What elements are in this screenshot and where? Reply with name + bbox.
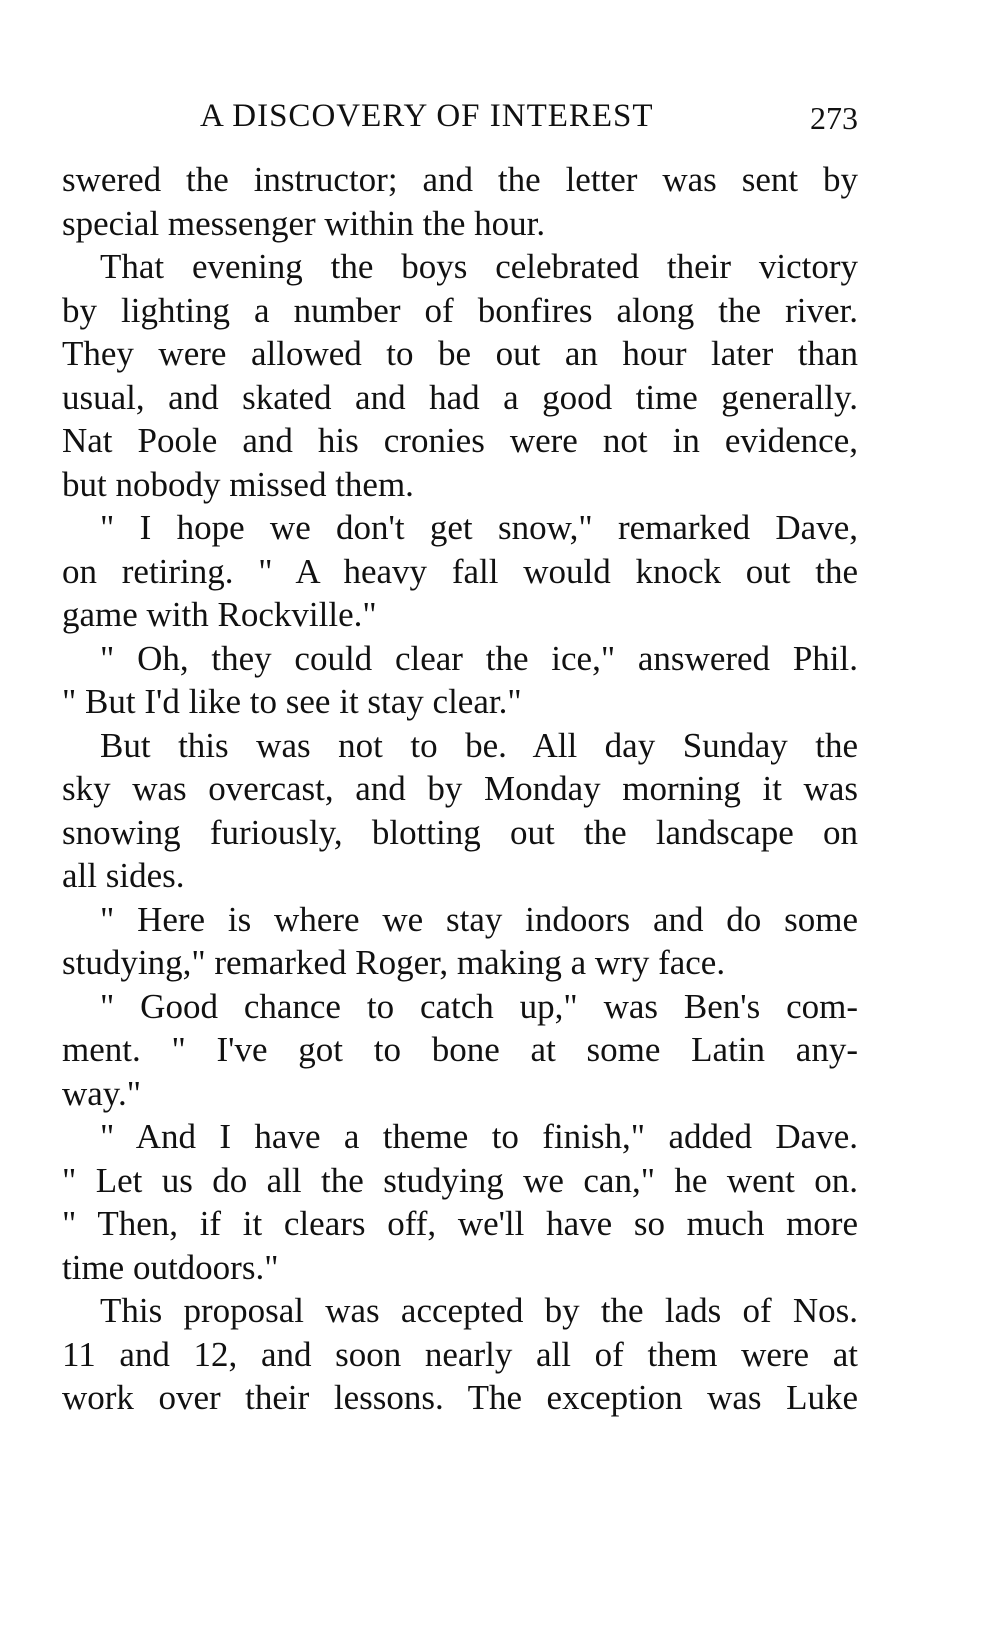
text-line: " Oh, they could clear the ice," answered Phil.	[100, 638, 858, 678]
text-line: sky was overcast, and by Monday morning it was	[62, 769, 858, 808]
text-line: " Let us do all the studying we can," he went on.	[62, 1160, 858, 1200]
page-number: 273	[810, 100, 858, 136]
text-line: " Good chance to catch up," was Ben's com-	[100, 986, 858, 1026]
text-line: " Here is where we stay indoors and do some	[100, 899, 858, 939]
text-line: time outdoors."	[62, 1247, 279, 1287]
text-line: on retiring. " A heavy fall would knock out the	[62, 551, 858, 591]
text-line: snowing furiously, blotting out the landscape on	[62, 812, 858, 852]
text-line: " But I'd like to see it stay clear."	[62, 682, 522, 721]
text-line: Nat Poole and his cronies were not in evidence,	[62, 421, 858, 460]
text-line: " And I have a theme to finish," added Dave.	[100, 1117, 858, 1156]
text-line: studying," remarked Roger, making a wry face.	[62, 943, 726, 982]
text-line: 11 and 12, and soon nearly all of them were at	[62, 1334, 858, 1374]
text-line: work over their lessons. The exception was Luke	[62, 1378, 858, 1417]
text-line: by lighting a number of bonfires along the river.	[62, 290, 858, 330]
text-line: all sides.	[62, 856, 185, 895]
text-line: special messenger within the hour.	[62, 203, 546, 243]
text-line: game with Rockville."	[62, 595, 377, 634]
text-line: " I hope we don't get snow," remarked Dave,	[100, 508, 858, 547]
text-line: ment. " I've got to bone at some Latin any-	[62, 1030, 858, 1069]
page-header	[62, 98, 858, 146]
text-line: usual, and skated and had a good time generally.	[62, 377, 858, 417]
text-line: They were allowed to be out an hour later than	[62, 334, 858, 373]
text-line: way."	[62, 1073, 142, 1113]
text-line: " Then, if it clears off, we'll have so much more	[62, 1204, 858, 1243]
text-line: But this was not to be. All day Sunday the	[100, 725, 858, 765]
body-text	[62, 158, 858, 1420]
text-line: This proposal was accepted by the lads of Nos.	[100, 1291, 858, 1330]
text-line: swered the instructor; and the letter was sent by	[62, 160, 858, 199]
running-head: A DISCOVERY OF INTEREST	[200, 98, 654, 134]
text-line: That evening the boys celebrated their victory	[100, 247, 858, 286]
text-line: but nobody missed them.	[62, 464, 414, 504]
